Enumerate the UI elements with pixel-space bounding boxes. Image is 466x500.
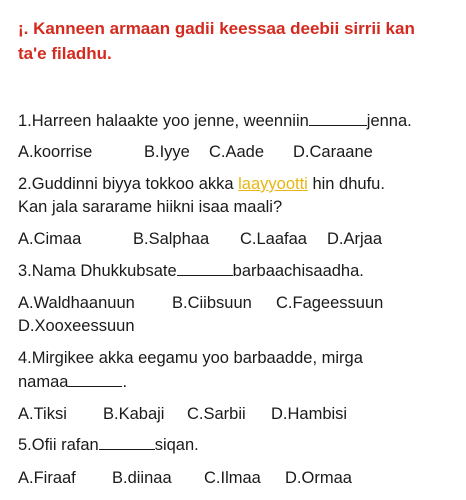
question-3-text-after: barbaachisaadha. bbox=[232, 262, 364, 280]
question-1-text-before: 1.Harreen halaakte yoo jenne, weenniin bbox=[18, 112, 309, 130]
instruction-line-1: ¡. Kanneen armaan gadii keessaa deebii sirrii kan bbox=[18, 19, 415, 38]
question-1-blank bbox=[309, 111, 367, 126]
question-3-option-b: B.Ciibsuun bbox=[172, 294, 252, 312]
question-3-blank bbox=[177, 261, 233, 276]
question-5-text-after: siqan. bbox=[154, 436, 199, 454]
question-5-option-d: D.Ormaa bbox=[285, 469, 352, 487]
question-1-text-after: jenna. bbox=[366, 112, 412, 130]
question-2-option-a: A.Cimaa bbox=[18, 230, 82, 248]
question-5-blank bbox=[99, 435, 155, 450]
question-2-text-after: hin dhufu. bbox=[307, 175, 385, 193]
question-1-option-a: A.koorrise bbox=[18, 143, 93, 161]
question-3-option-d: D.Xooxeessuun bbox=[18, 317, 135, 335]
question-1-option-d: D.Caraane bbox=[293, 143, 373, 161]
question-4-stem-line-2 bbox=[18, 371, 127, 393]
question-2-option-d: D.Arjaa bbox=[327, 230, 383, 248]
question-1-stem bbox=[18, 110, 412, 132]
question-5-option-b: B.diinaa bbox=[112, 469, 172, 487]
question-5-option-a: A.Firaaf bbox=[18, 469, 76, 487]
question-2-stem-line-2: Kan jala sararame hiikni isaa maali? bbox=[18, 198, 283, 216]
question-4-option-a: A.Tiksi bbox=[18, 405, 67, 423]
question-3-text-before: 3.Nama Dhukkubsate bbox=[18, 262, 177, 280]
question-2-text-before: 2.Guddinni biyya tokkoo akka bbox=[18, 175, 239, 193]
question-4-blank bbox=[68, 372, 122, 387]
question-2-option-c: C.Laafaa bbox=[240, 230, 307, 248]
question-5-text-before: 5.Ofii rafan bbox=[18, 436, 99, 454]
question-5-stem bbox=[18, 434, 199, 456]
question-2-stem-line-1 bbox=[18, 173, 385, 195]
instruction-heading bbox=[18, 16, 448, 66]
question-4-option-b: B.Kabaji bbox=[103, 405, 165, 423]
question-4-option-d: D.Hambisi bbox=[271, 405, 348, 423]
question-4-text-after: . bbox=[122, 373, 128, 391]
question-3-option-c: C.Fageessuun bbox=[276, 294, 384, 312]
question-2-option-b: B.Salphaa bbox=[133, 230, 210, 248]
question-1-option-c: C.Aade bbox=[209, 143, 265, 161]
question-5-option-c: C.Ilmaa bbox=[204, 469, 261, 487]
question-1-option-b: B.Iyye bbox=[144, 143, 190, 161]
question-4-text-before: namaa bbox=[18, 373, 69, 391]
question-3-option-a: A.Waldhaanuun bbox=[18, 294, 135, 312]
question-3-stem bbox=[18, 260, 364, 282]
instruction-line-2: ta'e filadhu. bbox=[18, 44, 112, 63]
question-4-stem-line-1: 4.Mirgikee akka eegamu yoo barbaadde, mirga bbox=[18, 349, 363, 367]
question-2-highlighted-word: laayyootti bbox=[238, 175, 308, 193]
question-4-option-c: C.Sarbii bbox=[187, 405, 246, 423]
